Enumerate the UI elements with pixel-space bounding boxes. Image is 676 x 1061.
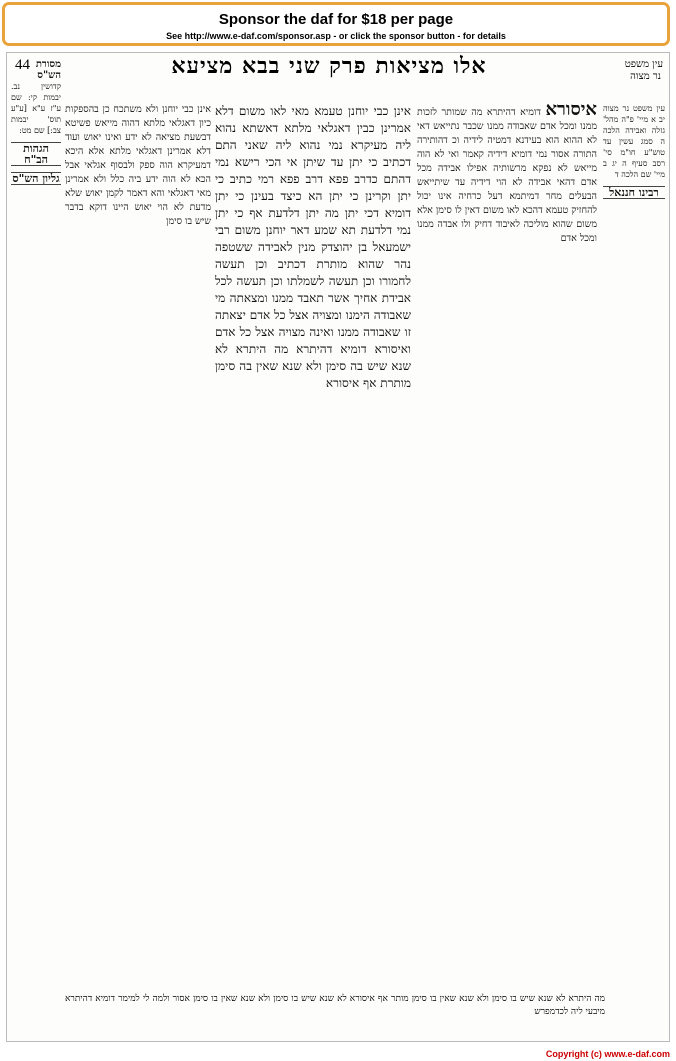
ner-mitzvah-label: נר מצוה: [630, 71, 661, 82]
gilyon-label: גליון הש"ס: [12, 172, 60, 185]
right-margin: [603, 103, 665, 1023]
right-margin-text: עין משפט נר מצוה יב א מיי' פ"ה מהל' גזלה ואבידה הלכה ה סמג עשין עד טוש"ע חו"מ סי' רסב סעיף ה יג ב מיי' שם הלכה ד: [603, 104, 665, 179]
left-margin-text: קדושין נב. יבמות קי: שם ע"ז ע"א [ע"ע תוס' יבמות צב:] שם מט:: [11, 82, 61, 135]
left-margin: [11, 59, 61, 1029]
rashi-text: דומיא דהיתרא מה שמותר לזכות ממנו ומכל אדם שאבודה ממנו שכבר נתייאש דאי לא ההוא הוא בעידנא דמטיה לידיה וכ דהותירה התורה אסור נמי דומיא דידיה קאמר ואי לא הוה מייאש לא נפקא מרשותיה אפילו אבידה מכל אדם דהאי אבידה לא הוי דידיה עד שיתייאש הבעלים מחר דמיתמא דעל כרחיה אינו יכול להחזיק טעמא דהכא לאו משום דאין לו סימן אלא משום שהוא מוליכה לאיבוד דחיק ולו אבדה ממנו ומכל אדם: [417, 107, 597, 244]
gemara-column: [215, 103, 411, 963]
page-header: אלו מציאות פרק שני בבא מציעא: [171, 53, 487, 79]
sponsor-title[interactable]: Sponsor the daf for $18 per page: [218, 11, 454, 28]
gemara-text: אינן כבי יוחנן טעמא מאי לאו משום דלא אמרינן כבין דאגלאי מלתא דאשתא נהוא ליה מעיקרא נמי נהוא ליה שאני התם דכתיב כי יתן עד שיתן אי הכי רישא נמי דהתם כדרב פפא דרב פפא רמי כתיב כי יתן וקרינן כי יתן הא כיצד בעינן כי יתן דומיא דכי יתן מה יתן דלדעת אף כי יתן נמי דלדעת תא שמע דאר יוחנן משום רבי ישמעאל בן יהוצדק מנין לאבידה ששטפה נהר שהוא מותרת דכתיב וכן תעשה לחמורו וכן תעשה לשמלתו וכן תעשה לכל אבידת אחיך אשר תאבד ממנו ומצאתה מי שאבודה הימנו ומצויה אצל כל אדם יצאתה זו שאבודה ממנו ואינה מצויה אצל כל אדם ואיסורא דומיא דהיתרא מה היתרא לא שנא שיש בה סימן ולא שנא שאין בה סימן מותרת אף איסורא: [215, 104, 411, 390]
rabbenu-chananel-label: רבינו חננאל: [603, 186, 665, 199]
talmud-page: [6, 52, 670, 1042]
masoret-hashas-label: מסורת הש"ס: [35, 59, 61, 81]
rashi-opening-word: איסורא: [545, 103, 597, 120]
hagahot-label: הגהות הב"ח: [11, 142, 61, 166]
page-number: 44: [15, 57, 30, 73]
copyright-link[interactable]: Copyright (c) www.e-daf.com: [545, 1049, 670, 1059]
sponsor-subtitle[interactable]: See http://www.e-daf.com/sponsor.asp - or click the sponsor button - for details: [166, 31, 506, 41]
bottom-text: מה היתרא לא שנא שיש בו סימן ולא שנא שאין בו סימן מותר אף איסורא לא שנא שיש בו סימן ולא שנא שאין בו סימן אסור ולמה לי למימר דומיא דהיתרא מיבעי ליה לכדמפרש: [65, 994, 605, 1017]
rashi-column: [417, 103, 597, 1023]
sponsor-banner[interactable]: [2, 2, 670, 46]
ein-mishpat-label: עין משפט: [624, 59, 663, 70]
tosafot-column: אינן כבי יוחנן ולא משתכח כן בהספקות כיון דאגלאי מלתא דהוה מייאש פשיטא דבשעת מציאה לא ידע ואינו יאוש ועוד דלא אמרינן דאגלאי מלתא אלא היכא דמעיקרא הוה ספק ולבסוף אגלאי אבל הכא לא הוה ידע ביה כלל ולא אמרינן מאי דאגלאי והא דאמר לקמן יאוש שלא מדעת לא הוי יאוש היינו דוקא בדבר שיש בו סימן: [65, 104, 211, 227]
